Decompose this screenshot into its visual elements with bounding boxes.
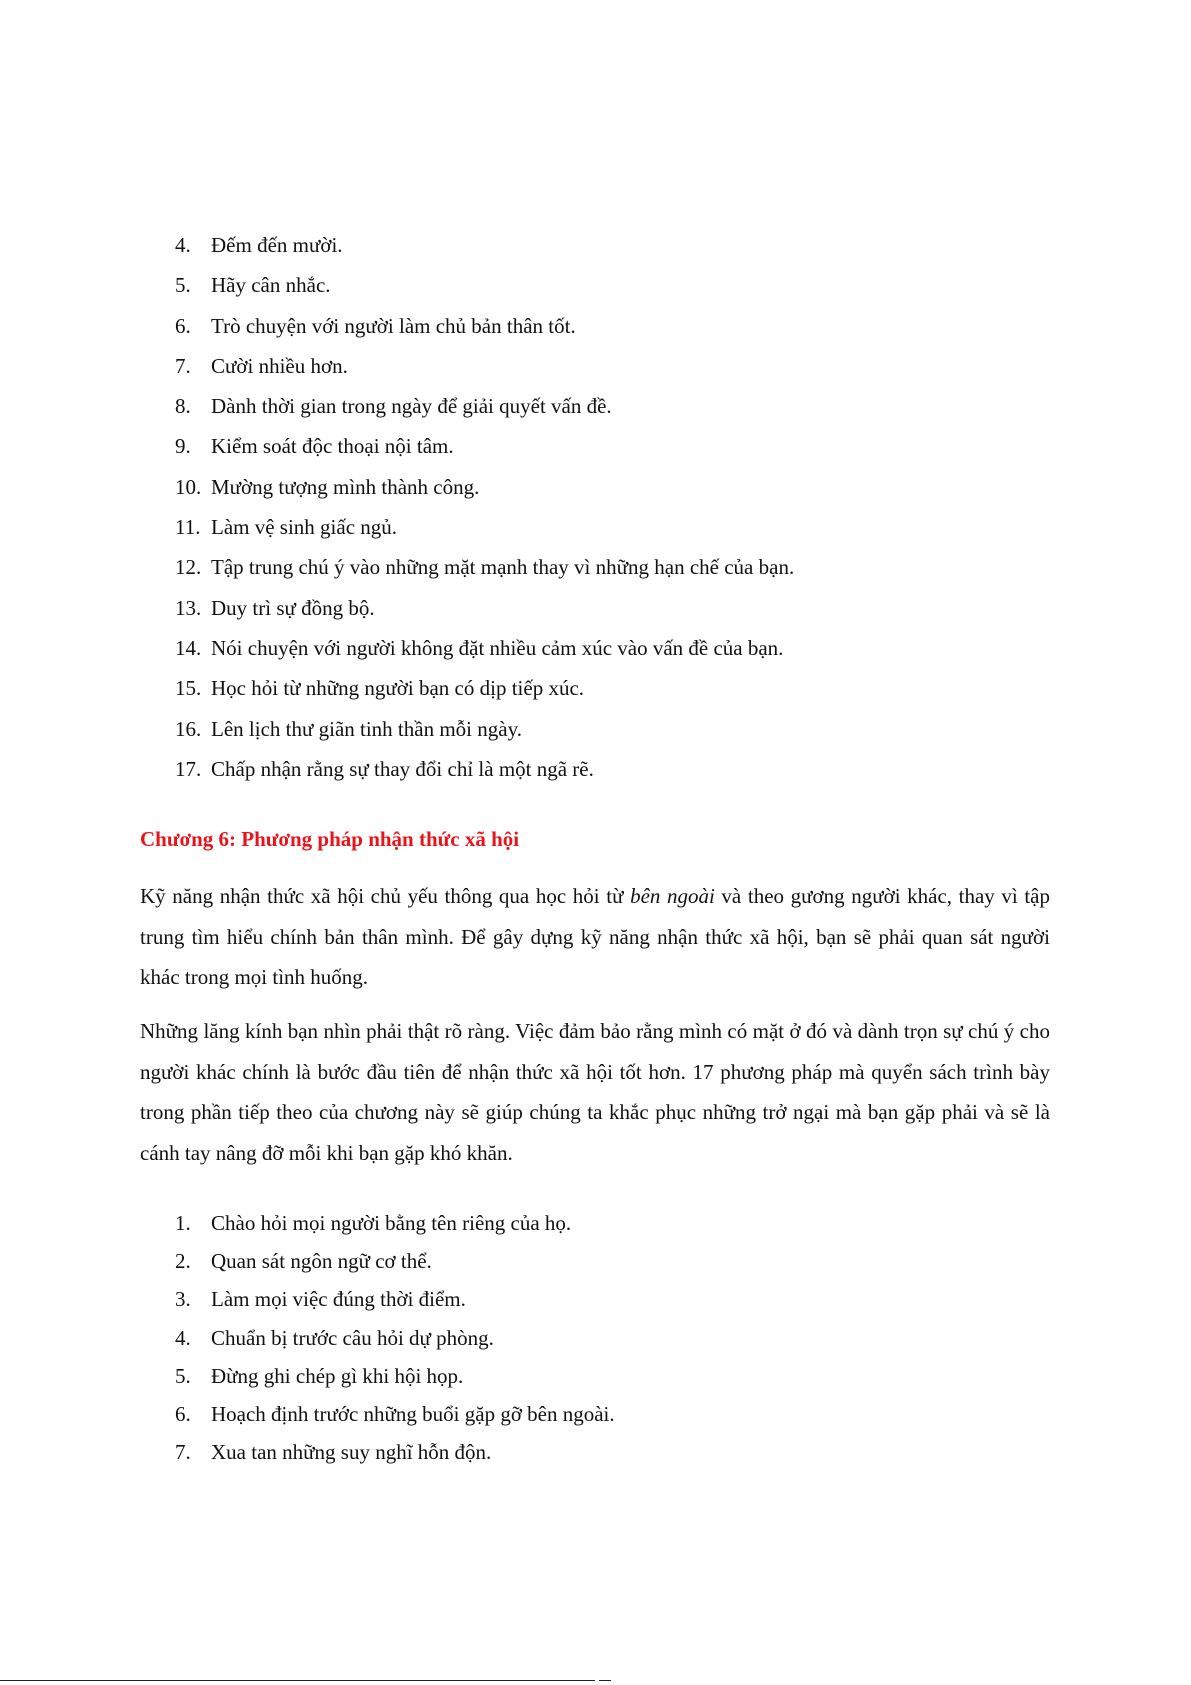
list-item <box>175 636 1075 661</box>
list-item <box>175 1326 1075 1351</box>
list-item-text: Nói chuyện với người không đặt nhiều cảm xúc vào vấn đề của bạn. <box>211 635 784 660</box>
list-item <box>175 475 1075 500</box>
list-item-text: Xua tan những suy nghĩ hỗn độn. <box>211 1440 492 1465</box>
list-item-number: 11. <box>175 515 201 540</box>
list-item-number: 1. <box>175 1211 191 1235</box>
list-item-number: 5. <box>175 273 191 298</box>
list-item <box>175 596 1075 621</box>
list-item-text: Làm mọi việc đúng thời điểm. <box>211 1287 466 1312</box>
body-paragraph: Những lăng kính bạn nhìn phải thật rõ ràng. Việc đảm bảo rằng mình có mặt ở đó và dành trọn sự chú ý cho người khác chính là bước đầu tiên để nhận thức xã hội tốt hơn. 17 phương pháp mà quyển sách trình bày trong phần tiếp theo của chương này sẽ giúp chúng ta khắc phục những trở ngại mà bạn gặp phải và sẽ là cánh tay nâng đỡ mỗi khi bạn gặp khó khăn. <box>140 1019 1050 1165</box>
social-awareness-list <box>175 1211 1075 1478</box>
list-item-text: Chuẩn bị trước câu hỏi dự phòng. <box>211 1325 494 1350</box>
list-item-text: Đừng ghi chép gì khi hội họp. <box>211 1363 464 1388</box>
section-heading: Chương 6: Phương pháp nhận thức xã hội <box>140 827 520 851</box>
list-item-text: Cười nhiều hơn. <box>211 353 348 378</box>
list-item-number: 14. <box>175 635 202 660</box>
list-item-text: Lên lịch thư giãn tinh thần mỗi ngày. <box>211 716 522 741</box>
list-item-text: Mường tượng mình thành công. <box>211 474 480 499</box>
list-item-number: 9. <box>175 434 191 459</box>
list-item <box>175 1402 1075 1427</box>
list-item <box>175 676 1075 701</box>
list-item <box>175 354 1075 379</box>
list-item <box>175 273 1075 298</box>
list-item-text: Chấp nhận rằng sự thay đổi chỉ là một ngã rẽ. <box>211 756 594 781</box>
footer-divider <box>0 1680 595 1681</box>
list-item-number: 6. <box>175 313 191 338</box>
list-item <box>175 1364 1075 1389</box>
list-item-text: Quan sát ngôn ngữ cơ thể. <box>211 1249 432 1274</box>
tips-list-continued <box>175 233 1075 797</box>
list-item-number: 12. <box>175 555 202 580</box>
list-item <box>175 394 1075 419</box>
emphasis-text: bên ngoài <box>630 884 715 908</box>
list-item-text: Làm vệ sinh giấc ngủ. <box>211 515 398 540</box>
list-item <box>175 434 1075 459</box>
list-item-number: 10. <box>175 474 202 499</box>
list-item-number: 3. <box>175 1287 191 1312</box>
list-item-number: 17. <box>175 756 202 781</box>
list-item-text: Tập trung chú ý vào những mặt mạnh thay vì những hạn chế của bạn. <box>211 555 795 580</box>
list-item-number: 15. <box>175 676 202 701</box>
list-item-number: 5. <box>175 1363 191 1388</box>
list-item-number: 2. <box>175 1249 191 1274</box>
list-item-number: 16. <box>175 716 202 741</box>
list-item <box>175 1287 1075 1312</box>
list-item <box>175 1440 1075 1465</box>
list-item <box>175 1211 1075 1236</box>
list-item <box>175 515 1075 540</box>
list-item-text: Duy trì sự đồng bộ. <box>211 595 375 620</box>
list-item-text: Kiểm soát độc thoại nội tâm. <box>211 434 454 459</box>
list-item-text: Dành thời gian trong ngày để giải quyết vấn đề. <box>211 394 612 419</box>
list-item-text: Hoạch định trước những buổi gặp gỡ bên ngoài. <box>211 1401 615 1426</box>
list-item <box>175 1249 1075 1274</box>
paragraph-text: và theo gương người khác, thay vì tập trung tìm hiểu chính bản thân mình. Để gây dựng kỹ năng nhận thức xã hội, bạn sẽ phải quan sát người khác trong mọi tình huống. <box>140 884 1051 989</box>
list-item-number: 7. <box>175 353 191 378</box>
list-item <box>175 555 1075 580</box>
list-item-number: 4. <box>175 233 191 257</box>
list-item-number: 7. <box>175 1440 191 1465</box>
list-item <box>175 233 1075 258</box>
list-item-number: 4. <box>175 1325 191 1350</box>
footer-divider-end <box>599 1680 611 1681</box>
list-item-number: 8. <box>175 394 191 419</box>
list-item-text: Trò chuyện với người làm chủ bản thân tốt. <box>211 313 576 338</box>
list-item <box>175 757 1075 782</box>
list-item-text: Chào hỏi mọi người bằng tên riêng của họ. <box>211 1211 572 1235</box>
list-item-number: 13. <box>175 595 202 620</box>
paragraph-text: Kỹ năng nhận thức xã hội chủ yếu thông qua học hỏi từ <box>140 884 631 908</box>
list-item-number: 6. <box>175 1401 191 1426</box>
list-item-text: Hãy cân nhắc. <box>211 273 331 298</box>
list-item <box>175 314 1075 339</box>
list-item-text: Học hỏi từ những người bạn có dịp tiếp xúc. <box>211 676 585 701</box>
list-item-text: Đếm đến mười. <box>211 233 343 257</box>
intro-paragraph <box>140 876 1050 998</box>
list-item <box>175 717 1075 742</box>
